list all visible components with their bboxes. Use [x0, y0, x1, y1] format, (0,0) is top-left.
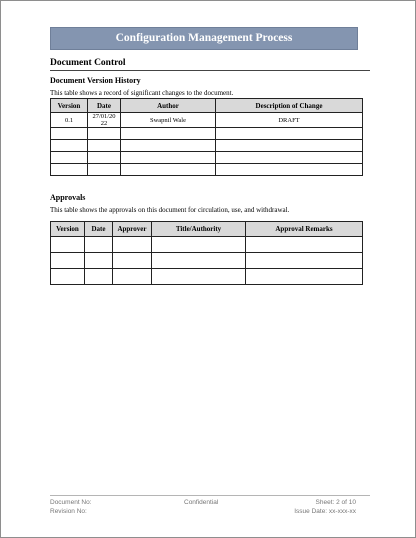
- version-history-cell: 0.1: [51, 113, 88, 128]
- version-history-cell: [51, 128, 88, 140]
- version-history-cell: [51, 152, 88, 164]
- approvals-cell: [85, 237, 113, 253]
- version-history-cell: [216, 152, 363, 164]
- version-history-cell: [88, 164, 121, 176]
- footer-revision-no: Revision No:: [50, 508, 87, 515]
- approvals-cell: [246, 269, 363, 285]
- version-history-row: [51, 128, 363, 140]
- version-history-header-cell: Version: [51, 99, 88, 113]
- version-history-cell: [216, 140, 363, 152]
- document-title-banner: Configuration Management Process: [50, 27, 358, 50]
- approvals-cell: [51, 269, 85, 285]
- footer-issue-date: Issue Date: xx-xxx-xx: [294, 508, 356, 515]
- version-history-cell: [51, 140, 88, 152]
- approvals-header-cell: Version: [51, 222, 85, 237]
- version-history-row: [51, 140, 363, 152]
- version-history-cell: [88, 128, 121, 140]
- version-history-cell: [216, 164, 363, 176]
- approvals-cell: [51, 237, 85, 253]
- approvals-header-cell: Title/Authority: [152, 222, 246, 237]
- section-divider: [50, 70, 370, 71]
- approvals-cell: [152, 269, 246, 285]
- version-history-cell: [216, 128, 363, 140]
- version-history-cell: [51, 164, 88, 176]
- version-history-row: [51, 152, 363, 164]
- approvals-cell: [113, 269, 152, 285]
- version-history-cell: Swapnil Wale: [121, 113, 216, 128]
- approvals-cell: [85, 269, 113, 285]
- approvals-header-cell: Approval Remarks: [246, 222, 363, 237]
- version-history-cell: [121, 164, 216, 176]
- approvals-cell: [85, 253, 113, 269]
- approvals-heading: Approvals: [50, 193, 86, 202]
- footer-divider: [50, 495, 370, 496]
- version-history-cell: [121, 128, 216, 140]
- approvals-cell: [113, 237, 152, 253]
- version-history-description: This table shows a record of significant changes to the document.: [50, 89, 234, 97]
- approvals-cell: [246, 237, 363, 253]
- version-history-row: [51, 113, 363, 128]
- version-history-header-cell: Description of Change: [216, 99, 363, 113]
- version-history-cell: DRAFT: [216, 113, 363, 128]
- version-history-cell: [88, 140, 121, 152]
- approvals-row: [51, 237, 363, 253]
- approvals-row: [51, 269, 363, 285]
- approvals-cell: [152, 237, 246, 253]
- approvals-header-cell: Date: [85, 222, 113, 237]
- approvals-table: [50, 221, 363, 285]
- approvals-row: [51, 253, 363, 269]
- version-history-cell: [121, 152, 216, 164]
- approvals-description: This table shows the approvals on this document for circulation, use, and withdrawal.: [50, 206, 290, 214]
- footer-sheet: Sheet: 2 of 10: [315, 499, 356, 506]
- version-history-table: [50, 98, 363, 176]
- approvals-cell: [51, 253, 85, 269]
- version-history-header-cell: Author: [121, 99, 216, 113]
- version-history-cell: 27/01/20 22: [88, 113, 121, 128]
- version-history-cell: [121, 140, 216, 152]
- version-history-row: [51, 164, 363, 176]
- approvals-header-cell: Approver: [113, 222, 152, 237]
- approvals-cell: [152, 253, 246, 269]
- approvals-cell: [246, 253, 363, 269]
- section-heading-document-control: Document Control: [50, 58, 126, 68]
- version-history-heading: Document Version History: [50, 76, 141, 85]
- version-history-header-cell: Date: [88, 99, 121, 113]
- footer-classification: Confidential: [184, 499, 219, 506]
- version-history-cell: [88, 152, 121, 164]
- footer-document-no: Document No:: [50, 499, 92, 506]
- approvals-cell: [113, 253, 152, 269]
